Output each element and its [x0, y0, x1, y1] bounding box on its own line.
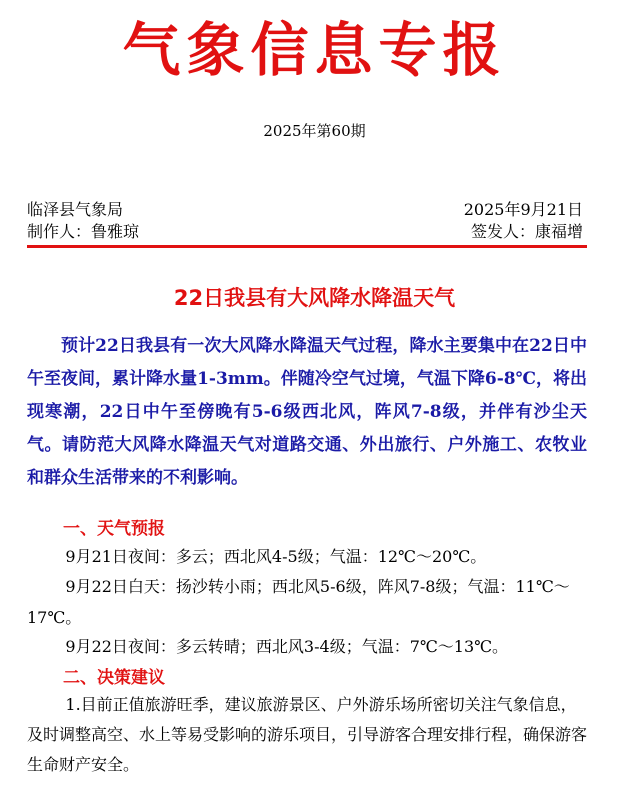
- masthead-title: 气象信息专报: [122, 16, 507, 84]
- meta-row-1: [27, 199, 583, 221]
- section-title-forecast: 一、天气预报: [63, 519, 165, 539]
- advice-item: 1.目前正值旅游旺季，建议旅游景区、户外游乐场所密切关注气象信息，及时调整高空、水上等易受影响的游乐项目，引导游客合理安排行程，确保游客生命财产安全。: [27, 695, 588, 774]
- forecast-item: 9月21日夜间：多云；西北风4-5级；气温：12℃～20℃。: [65, 547, 487, 566]
- header-divider: [27, 245, 587, 248]
- bulletin-headline: 22日我县有大风降水降温天气: [173, 286, 456, 310]
- issue-date: 2025年9月21日: [463, 200, 583, 219]
- lead-paragraph: 预计22日我县有一次大风降水降温天气过程，降水主要集中在22日中午至夜间，累计降水量1-3mm。伴随冷空气过境，气温下降6-8℃，将出现寒潮，22日中午至傍晚有5-6级西北风，阵风7-8级，并伴有沙尘天气。请防范大风降水降温天气对道路交通、外出旅行、户外施工、农牧业和群众生活带来的不利影响。: [27, 336, 587, 488]
- issue-number: 2025年第60期: [263, 122, 366, 140]
- section-title-advice: 二、决策建议: [63, 668, 165, 688]
- bureau-name: 临泽县气象局: [27, 200, 124, 219]
- forecast-item: 9月22日夜间：多云转晴；西北风3-4级；气温：7℃～13℃。: [65, 637, 509, 656]
- author-name: 制作人：鲁雅琼: [27, 222, 140, 241]
- forecast-item: 9月22日白天：扬沙转小雨；西北风5-6级，阵风7-8级；气温：11℃～17℃。: [27, 577, 570, 627]
- issuer-name: 签发人：康福增: [470, 222, 583, 241]
- meta-row-2: [27, 221, 583, 243]
